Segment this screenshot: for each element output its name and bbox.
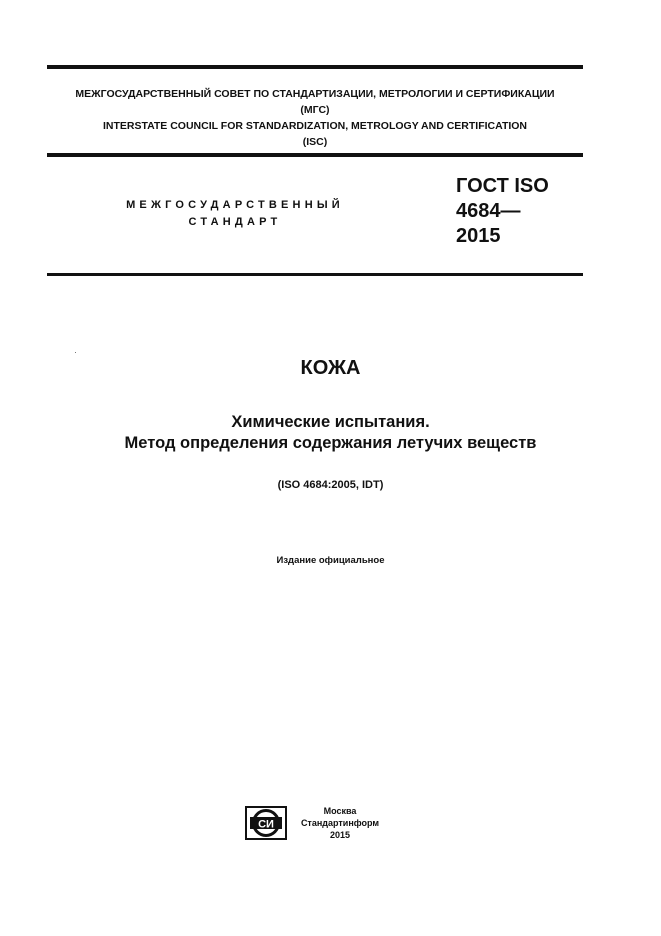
publisher-year: 2015 <box>329 830 351 840</box>
document-subtitle <box>0 412 661 454</box>
top-rule <box>47 65 583 69</box>
document-title: КОЖА <box>300 357 361 379</box>
standartinform-logo-icon <box>245 806 287 840</box>
publisher-city: Москва <box>323 806 357 816</box>
publisher-name: Стандартинформ <box>300 818 380 828</box>
iso-reference: (ISO 4684:2005, IDT) <box>277 479 384 491</box>
council-abbr-ru: (МГС) <box>300 104 330 116</box>
council-header <box>47 86 583 150</box>
designation-line2: 4684— <box>456 200 521 222</box>
lower-rule <box>47 273 583 276</box>
publisher-block <box>292 805 388 841</box>
council-name-ru: МЕЖГОСУДАРСТВЕННЫЙ СОВЕТ ПО СТАНДАРТИЗАЦИИ, МЕТРОЛОГИИ И СЕРТИФИКАЦИИ <box>75 88 555 100</box>
subtitle-line2: Метод определения содержания летучих веществ <box>124 434 537 452</box>
subtitle-line1: Химические испытания. <box>231 413 430 431</box>
standard-type <box>100 197 370 231</box>
designation-line1: ГОСТ ISO <box>456 175 549 197</box>
standard-type-line2: СТАНДАРТ <box>188 216 282 228</box>
council-name-en: INTERSTATE COUNCIL FOR STANDARDIZATION, METROLOGY AND CERTIFICATION <box>102 120 528 132</box>
edition-note: Издание официальное <box>276 555 385 566</box>
designation-line3: 2015 <box>456 225 501 247</box>
standard-designation <box>456 174 549 249</box>
council-abbr-en: (ISC) <box>302 136 328 148</box>
standard-type-line1: МЕЖГОСУДАРСТВЕННЫЙ <box>126 199 344 211</box>
scan-speck <box>75 352 76 353</box>
middle-rule <box>47 153 583 157</box>
svg-text:СИ: СИ <box>258 818 274 831</box>
